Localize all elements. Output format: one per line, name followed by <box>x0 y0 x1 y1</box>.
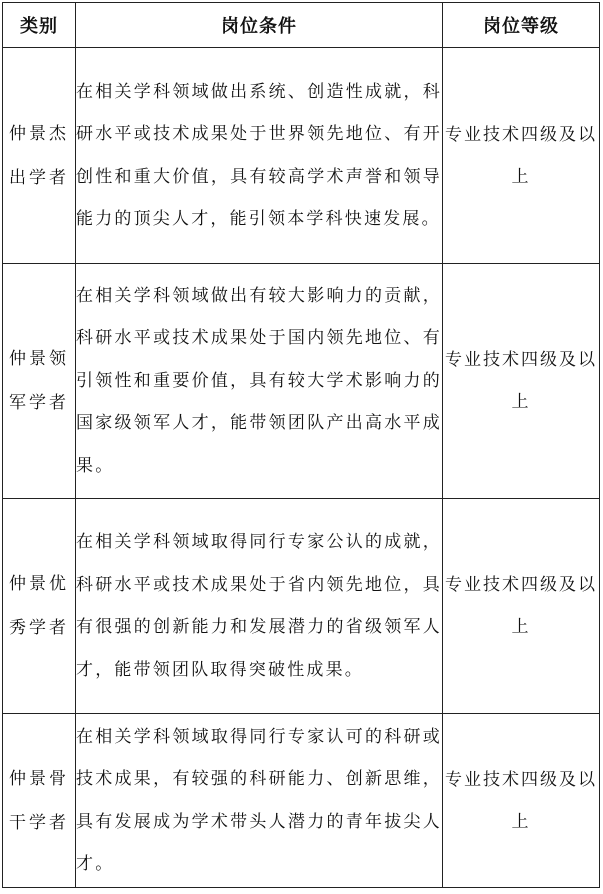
grade-cell: 专业技术四级及以上 <box>443 499 600 714</box>
header-grade: 岗位等级 <box>443 3 600 48</box>
table-row <box>3 48 600 264</box>
grade-cell: 专业技术四级及以上 <box>443 264 600 499</box>
grade-cell: 专业技术四级及以上 <box>443 48 600 264</box>
header-condition: 岗位条件 <box>76 3 443 48</box>
grade-cell: 专业技术四级及以上 <box>443 714 600 888</box>
header-row <box>3 3 600 48</box>
condition-cell: 在相关学科领域取得同行专家公认的成就，科研水平或技术成果处于省内领先地位，具有很强的创新能力和发展潜力的省级领军人才，能带领团队取得突破性成果。 <box>76 499 443 714</box>
header-category: 类别 <box>3 3 76 48</box>
condition-cell: 在相关学科领域取得同行专家认可的科研或技术成果，有较强的科研能力、创新思维，具有发展成为学术带头人潜力的青年拔尖人才。 <box>76 714 443 888</box>
position-table <box>2 2 600 888</box>
category-cell: 仲景优秀学者 <box>3 499 76 714</box>
table-row <box>3 499 600 714</box>
table-row <box>3 264 600 499</box>
condition-cell: 在相关学科领域做出有较大影响力的贡献，科研水平或技术成果处于国内领先地位、有引领性和重要价值，具有较大学术影响力的国家级领军人才，能带领团队产出高水平成果。 <box>76 264 443 499</box>
condition-cell: 在相关学科领域做出系统、创造性成就，科研水平或技术成果处于世界领先地位、有开创性和重大价值，具有较高学术声誉和领导能力的顶尖人才，能引领本学科快速发展。 <box>76 48 443 264</box>
category-cell: 仲景领军学者 <box>3 264 76 499</box>
category-cell: 仲景骨干学者 <box>3 714 76 888</box>
table-row <box>3 714 600 888</box>
category-cell: 仲景杰出学者 <box>3 48 76 264</box>
